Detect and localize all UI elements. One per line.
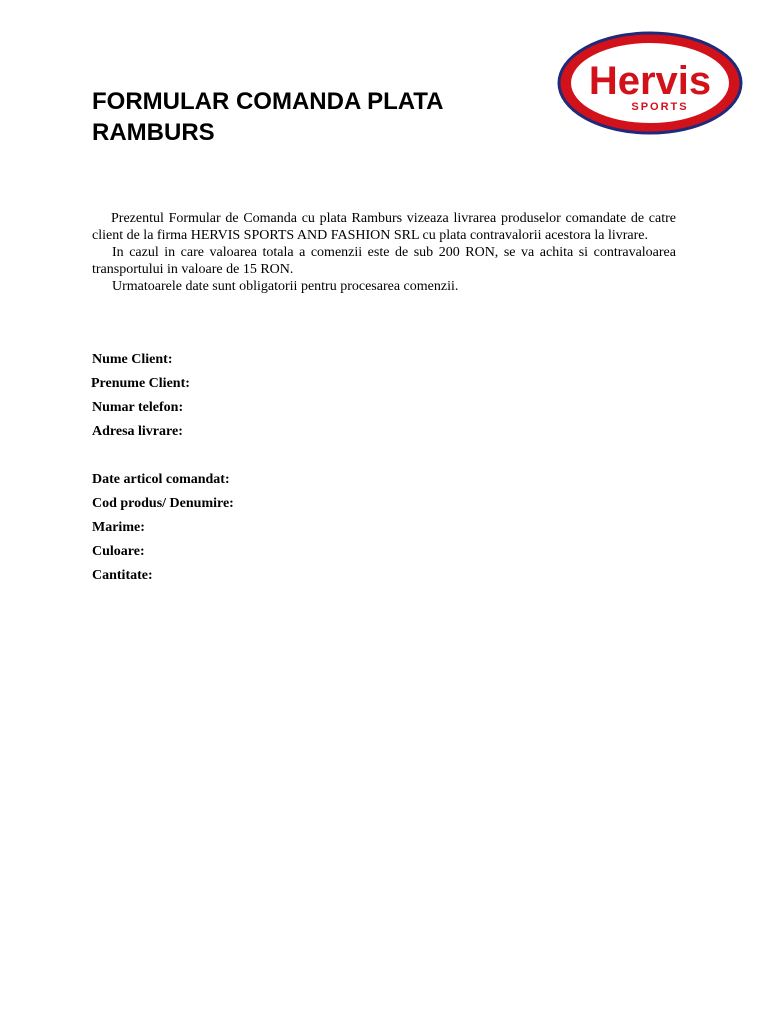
field-marime: Marime: xyxy=(92,520,145,535)
field-prenume-client: Prenume Client: xyxy=(91,376,190,391)
field-nume-client: Nume Client: xyxy=(92,352,173,367)
intro-text xyxy=(92,210,676,295)
intro-paragraph: Prezentul Formular de Comanda cu plata Ramburs vizeaza livrarea produselor comandate de catre client de la firma HERVIS SPORTS AND FASHION SRL cu plata contravalorii acestora la livrare. xyxy=(92,211,676,243)
field-cod-produs: Cod produs/ Denumire: xyxy=(92,496,234,511)
field-cantitate: Cantitate: xyxy=(92,568,153,583)
page-title: FORMULAR COMANDA PLATA RAMBURS xyxy=(92,88,443,146)
article-fields xyxy=(92,471,234,591)
logo-brand-text: Hervis xyxy=(588,59,712,103)
intro-paragraph: Urmatoarele date sunt obligatorii pentru procesarea comenzii. xyxy=(112,279,459,294)
logo-tagline-text: SPORTS xyxy=(631,101,689,113)
field-date-articol: Date articol comandat: xyxy=(92,472,230,487)
client-fields xyxy=(92,351,190,447)
field-numar-telefon: Numar telefon: xyxy=(92,400,184,415)
field-culoare: Culoare: xyxy=(92,544,145,559)
field-adresa-livrare: Adresa livrare: xyxy=(92,424,183,439)
intro-paragraph: In cazul in care valoarea totala a comenzii este de sub 200 RON, se va achita si contravaloarea transportului in valoare de 15 RON. xyxy=(92,245,676,277)
hervis-logo xyxy=(557,31,743,135)
